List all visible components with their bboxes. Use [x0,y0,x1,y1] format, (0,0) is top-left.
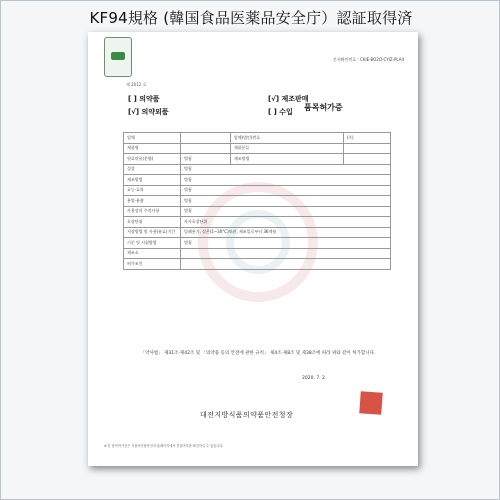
table-row: 성상 별첨 [124,164,391,175]
product-type-left [128,94,248,120]
certificate-heading: 품목허가증 [304,103,343,112]
table-row: 업체 업체(법인)번호 (주) [124,133,391,144]
type-row-quasi-drug [128,107,248,120]
official-seal [359,391,382,414]
document-code: 문서확인번호 : CKIE-BO2O-CYIZ-PLA4 [332,57,404,62]
issuer-name: 대전지방식품의약품안전청장 [200,411,294,419]
logo-badge [111,52,125,60]
type-label: 의약외품 [141,108,169,116]
page-title: KF94規格 (韓国食品医薬品安全庁）認証取得済 [89,9,413,27]
type-mark: [√] [128,108,140,116]
table-row: 원료약품(분량) 별첨 제조방법 [124,154,391,165]
type-label: 수입 [279,108,293,116]
table-row: 포장단위 자사포장단위 [124,217,391,228]
table-row: 효능·효과 별첨 [124,185,391,196]
certificate-document [88,32,418,466]
table-row: 허가조건 [124,259,391,270]
table-row: 제조방법 별첨 [124,175,391,186]
type-label: 제조판매 [281,95,309,103]
issue-date: 2020. 7. 2 [302,376,325,381]
table-row: 제품명 제품분류 [124,143,391,154]
type-mark: [√] [268,95,280,103]
document-number: 제 2012 호 [126,82,147,87]
details-table [123,132,391,270]
type-label: 의약품 [139,95,160,103]
table-row: 사용상의 주의사항 별첨 [124,206,391,217]
table-row: 용법·용량 별첨 [124,196,391,207]
table-row: 저장방법 및 사용(유효)기간 밀폐용기, 실온(1~30°C)보관, 제조일로부터 36개월 [124,227,391,238]
type-mark: [ ] [268,108,277,116]
table-row: 제조소 [124,248,391,259]
table-row: 기준 및 시험방법 별첨 [124,238,391,249]
type-mark: [ ] [128,95,137,103]
type-row-drug [128,94,248,107]
legal-note: 「약사법」 제31조·제42조 및 「의약품 등의 안전에 관한 규칙」 제4조·제8조 및 제38조에 따라 위와 같이 허가합니다. [140,351,376,356]
footnote: ※ 본 품목허가증은 식품의약품안전처 홈페이지에서 진위여부를 확인하실 수 있습니다. [104,444,224,448]
certification-logo [104,37,132,77]
